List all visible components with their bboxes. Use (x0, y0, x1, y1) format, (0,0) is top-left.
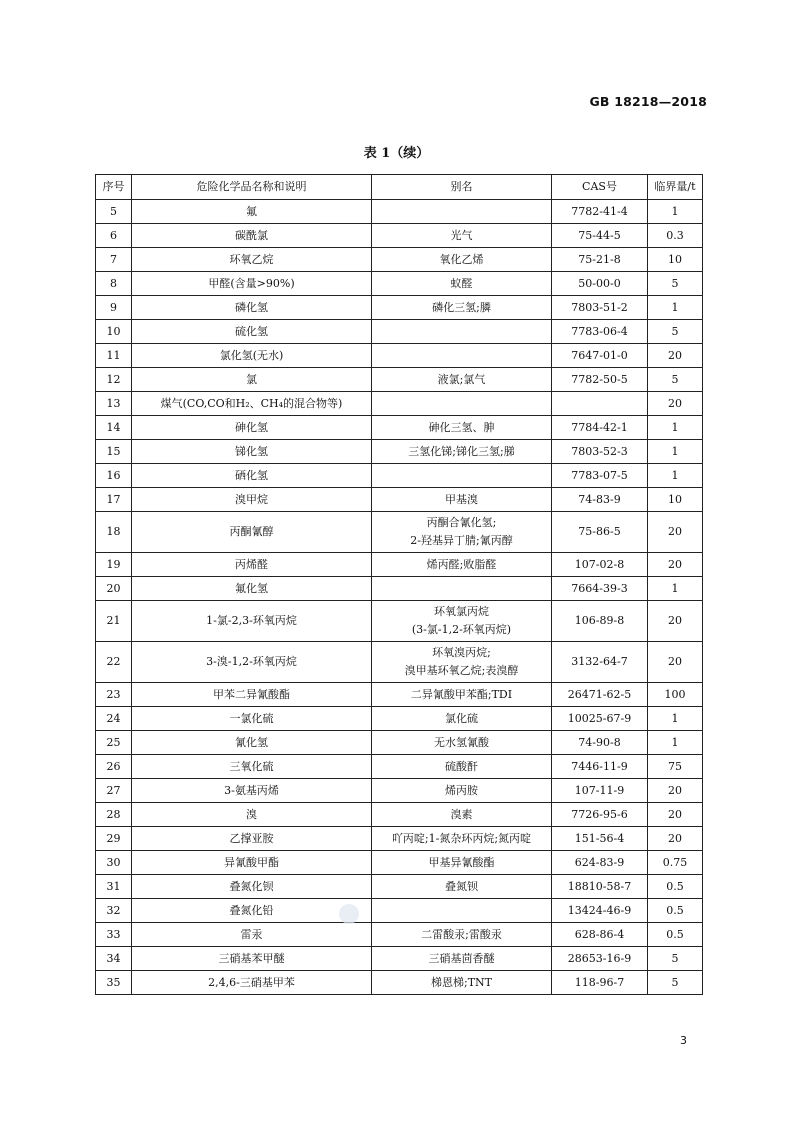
cell-alias: 硫酸酐 (372, 755, 552, 779)
cell-threshold: 1 (648, 707, 703, 731)
cell-threshold: 20 (648, 601, 703, 642)
cell-name: 磷化氢 (132, 296, 372, 320)
cell-threshold: 5 (648, 368, 703, 392)
cell-threshold: 1 (648, 200, 703, 224)
cell-alias: 甲基溴 (372, 488, 552, 512)
cell-threshold: 20 (648, 392, 703, 416)
cell-name: 锑化氢 (132, 440, 372, 464)
cell-alias: 氧化乙烯 (372, 248, 552, 272)
cell-no: 15 (96, 440, 132, 464)
cell-no: 17 (96, 488, 132, 512)
table-row (96, 344, 703, 368)
cell-no: 21 (96, 601, 132, 642)
cell-no: 6 (96, 224, 132, 248)
cell-cas: 75-44-5 (552, 224, 648, 248)
table-row (96, 577, 703, 601)
cell-no: 7 (96, 248, 132, 272)
cell-name: 一氯化硫 (132, 707, 372, 731)
table-row (96, 488, 703, 512)
cell-name: 氟化氢 (132, 577, 372, 601)
cell-alias: 氯化硫 (372, 707, 552, 731)
cell-cas: 624-83-9 (552, 851, 648, 875)
cell-alias: 叠氮钡 (372, 875, 552, 899)
cell-name: 叠氮化钡 (132, 875, 372, 899)
cell-alias (372, 601, 552, 642)
cell-no: 10 (96, 320, 132, 344)
table-row (96, 272, 703, 296)
cell-cas: 10025-67-9 (552, 707, 648, 731)
cell-alias: 无水氢氰酸 (372, 731, 552, 755)
alias-line: (3-氯-1,2-环氧丙烷) (411, 623, 512, 636)
cell-name: 溴甲烷 (132, 488, 372, 512)
cell-threshold: 20 (648, 642, 703, 683)
column-header-name: 危险化学品名称和说明 (132, 175, 372, 200)
table-row (96, 707, 703, 731)
cell-alias: 蚁醛 (372, 272, 552, 296)
cell-no: 28 (96, 803, 132, 827)
cell-threshold: 1 (648, 577, 703, 601)
column-header-cas: CAS号 (552, 175, 648, 200)
table-row (96, 296, 703, 320)
cell-no: 20 (96, 577, 132, 601)
cell-cas: 13424-46-9 (552, 899, 648, 923)
cell-alias (372, 464, 552, 488)
alias-line: 2-羟基异丁腈;氰丙醇 (410, 534, 513, 547)
cell-threshold: 0.5 (648, 923, 703, 947)
table-row (96, 683, 703, 707)
cell-alias: 梯恩梯;TNT (372, 971, 552, 995)
alias-line: 环氧溴丙烷; (432, 646, 491, 659)
cell-cas: 50-00-0 (552, 272, 648, 296)
table-row (96, 224, 703, 248)
table-row (96, 779, 703, 803)
alias-line: 溴甲基环氧乙烷;表溴醇 (404, 664, 519, 677)
cell-alias: 甲基异氰酸酯 (372, 851, 552, 875)
cell-threshold: 20 (648, 827, 703, 851)
table-row (96, 200, 703, 224)
standard-number: GB 18218—2018 (589, 94, 707, 109)
table-row (96, 440, 703, 464)
column-header-alias: 别名 (372, 175, 552, 200)
cell-name: 三硝基苯甲醚 (132, 947, 372, 971)
table-row (96, 320, 703, 344)
cell-no: 9 (96, 296, 132, 320)
cell-no: 5 (96, 200, 132, 224)
table-row (96, 601, 703, 642)
cell-no: 30 (96, 851, 132, 875)
table-row (96, 416, 703, 440)
cell-threshold: 75 (648, 755, 703, 779)
cell-threshold: 10 (648, 488, 703, 512)
cell-cas: 7446-11-9 (552, 755, 648, 779)
cell-alias (372, 320, 552, 344)
cell-threshold: 1 (648, 440, 703, 464)
cell-no: 29 (96, 827, 132, 851)
table-row (96, 827, 703, 851)
cell-name: 溴 (132, 803, 372, 827)
cell-threshold: 20 (648, 779, 703, 803)
cell-alias: 光气 (372, 224, 552, 248)
cell-name: 丙烯醛 (132, 553, 372, 577)
cell-alias: 二雷酸汞;雷酸汞 (372, 923, 552, 947)
table-row (96, 923, 703, 947)
cell-alias: 烯丙醛;败脂醛 (372, 553, 552, 577)
cell-name: 砷化氢 (132, 416, 372, 440)
cell-cas: 7803-52-3 (552, 440, 648, 464)
cell-cas: 7647-01-0 (552, 344, 648, 368)
cell-alias: 砷化三氢、胂 (372, 416, 552, 440)
cell-cas: 107-02-8 (552, 553, 648, 577)
cell-cas: 107-11-9 (552, 779, 648, 803)
watermark-logo-icon (339, 904, 359, 924)
cell-cas: 151-56-4 (552, 827, 648, 851)
cell-name: 煤气(CO,CO和H₂、CH₄的混合物等) (132, 392, 372, 416)
table-row (96, 971, 703, 995)
cell-threshold: 10 (648, 248, 703, 272)
cell-name: 3-氨基丙烯 (132, 779, 372, 803)
cell-no: 23 (96, 683, 132, 707)
cell-name: 1-氯-2,3-环氧丙烷 (132, 601, 372, 642)
cell-no: 33 (96, 923, 132, 947)
table-row (96, 553, 703, 577)
cell-no: 32 (96, 899, 132, 923)
cell-threshold: 1 (648, 296, 703, 320)
cell-no: 35 (96, 971, 132, 995)
cell-name: 三氧化硫 (132, 755, 372, 779)
cell-no: 25 (96, 731, 132, 755)
cell-alias (372, 344, 552, 368)
cell-threshold: 1 (648, 416, 703, 440)
cell-alias: 三氢化锑;锑化三氢;䏲 (372, 440, 552, 464)
cell-no: 27 (96, 779, 132, 803)
cell-alias (372, 512, 552, 553)
cell-cas: 26471-62-5 (552, 683, 648, 707)
cell-name: 氰化氢 (132, 731, 372, 755)
table-row (96, 642, 703, 683)
cell-name: 雷汞 (132, 923, 372, 947)
cell-name: 乙撑亚胺 (132, 827, 372, 851)
cell-threshold: 0.3 (648, 224, 703, 248)
cell-no: 24 (96, 707, 132, 731)
cell-no: 31 (96, 875, 132, 899)
cell-cas: 7784-42-1 (552, 416, 648, 440)
table-row (96, 851, 703, 875)
alias-line: 丙酮合氰化氢; (426, 516, 497, 529)
cell-threshold: 20 (648, 553, 703, 577)
cell-alias: 吖丙啶;1-氮杂环丙烷;氮丙啶 (372, 827, 552, 851)
cell-cas: 3132-64-7 (552, 642, 648, 683)
cell-threshold: 0.75 (648, 851, 703, 875)
cell-no: 18 (96, 512, 132, 553)
table-header-row (96, 175, 703, 200)
cell-cas: 75-86-5 (552, 512, 648, 553)
cell-cas: 118-96-7 (552, 971, 648, 995)
cell-threshold: 5 (648, 971, 703, 995)
alias-line: 环氧氯丙烷 (434, 605, 489, 618)
cell-name: 氯化氢(无水) (132, 344, 372, 368)
cell-alias (372, 642, 552, 683)
cell-name: 硫化氢 (132, 320, 372, 344)
cell-no: 12 (96, 368, 132, 392)
table-body (96, 200, 703, 995)
table-row (96, 368, 703, 392)
cell-threshold: 1 (648, 464, 703, 488)
cell-cas: 628-86-4 (552, 923, 648, 947)
cell-threshold: 1 (648, 731, 703, 755)
cell-cas: 74-90-8 (552, 731, 648, 755)
cell-alias: 磷化三氢;膦 (372, 296, 552, 320)
table-row (96, 803, 703, 827)
cell-name: 氟 (132, 200, 372, 224)
cell-cas: 75-21-8 (552, 248, 648, 272)
cell-cas: 18810-58-7 (552, 875, 648, 899)
cell-alias (372, 392, 552, 416)
cell-cas: 106-89-8 (552, 601, 648, 642)
cell-alias (372, 899, 552, 923)
cell-no: 11 (96, 344, 132, 368)
cell-name: 环氧乙烷 (132, 248, 372, 272)
table-row (96, 731, 703, 755)
chemical-threshold-table (95, 174, 703, 995)
cell-no: 22 (96, 642, 132, 683)
cell-cas: 7782-50-5 (552, 368, 648, 392)
cell-cas: 7803-51-2 (552, 296, 648, 320)
cell-threshold: 5 (648, 320, 703, 344)
cell-cas: 7783-07-5 (552, 464, 648, 488)
cell-threshold: 0.5 (648, 875, 703, 899)
table-row (96, 248, 703, 272)
cell-cas: 28653-16-9 (552, 947, 648, 971)
cell-no: 16 (96, 464, 132, 488)
chemical-table-container (95, 174, 702, 995)
cell-threshold: 0.5 (648, 899, 703, 923)
cell-threshold: 20 (648, 344, 703, 368)
cell-cas (552, 392, 648, 416)
table-title: 表 1（续） (363, 146, 430, 161)
table-row (96, 899, 703, 923)
cell-name: 甲苯二异氰酸酯 (132, 683, 372, 707)
cell-no: 8 (96, 272, 132, 296)
cell-no: 13 (96, 392, 132, 416)
cell-name: 异氰酸甲酯 (132, 851, 372, 875)
cell-cas: 7726-95-6 (552, 803, 648, 827)
cell-threshold: 100 (648, 683, 703, 707)
cell-name: 叠氮化铅 (132, 899, 372, 923)
cell-threshold: 5 (648, 947, 703, 971)
cell-name: 丙酮氰醇 (132, 512, 372, 553)
cell-threshold: 20 (648, 803, 703, 827)
cell-cas: 7664-39-3 (552, 577, 648, 601)
cell-alias: 三硝基茴香醚 (372, 947, 552, 971)
cell-cas: 7782-41-4 (552, 200, 648, 224)
page-number: 3 (680, 1034, 687, 1047)
table-row (96, 875, 703, 899)
cell-no: 34 (96, 947, 132, 971)
cell-alias: 二异氰酸甲苯酯;TDI (372, 683, 552, 707)
cell-alias: 溴素 (372, 803, 552, 827)
table-row (96, 947, 703, 971)
cell-no: 26 (96, 755, 132, 779)
cell-name: 甲醛(含量>90%) (132, 272, 372, 296)
cell-no: 19 (96, 553, 132, 577)
cell-threshold: 5 (648, 272, 703, 296)
cell-name: 碳酰氯 (132, 224, 372, 248)
cell-alias: 烯丙胺 (372, 779, 552, 803)
cell-name: 2,4,6-三硝基甲苯 (132, 971, 372, 995)
column-header-threshold: 临界量/t (648, 175, 703, 200)
table-row (96, 512, 703, 553)
cell-no: 14 (96, 416, 132, 440)
table-row (96, 464, 703, 488)
cell-name: 硒化氢 (132, 464, 372, 488)
cell-alias (372, 200, 552, 224)
cell-alias (372, 577, 552, 601)
cell-name: 3-溴-1,2-环氧丙烷 (132, 642, 372, 683)
cell-cas: 74-83-9 (552, 488, 648, 512)
column-header-no: 序号 (96, 175, 132, 200)
table-row (96, 755, 703, 779)
cell-cas: 7783-06-4 (552, 320, 648, 344)
cell-threshold: 20 (648, 512, 703, 553)
cell-alias: 液氯;氯气 (372, 368, 552, 392)
table-row (96, 392, 703, 416)
cell-name: 氯 (132, 368, 372, 392)
